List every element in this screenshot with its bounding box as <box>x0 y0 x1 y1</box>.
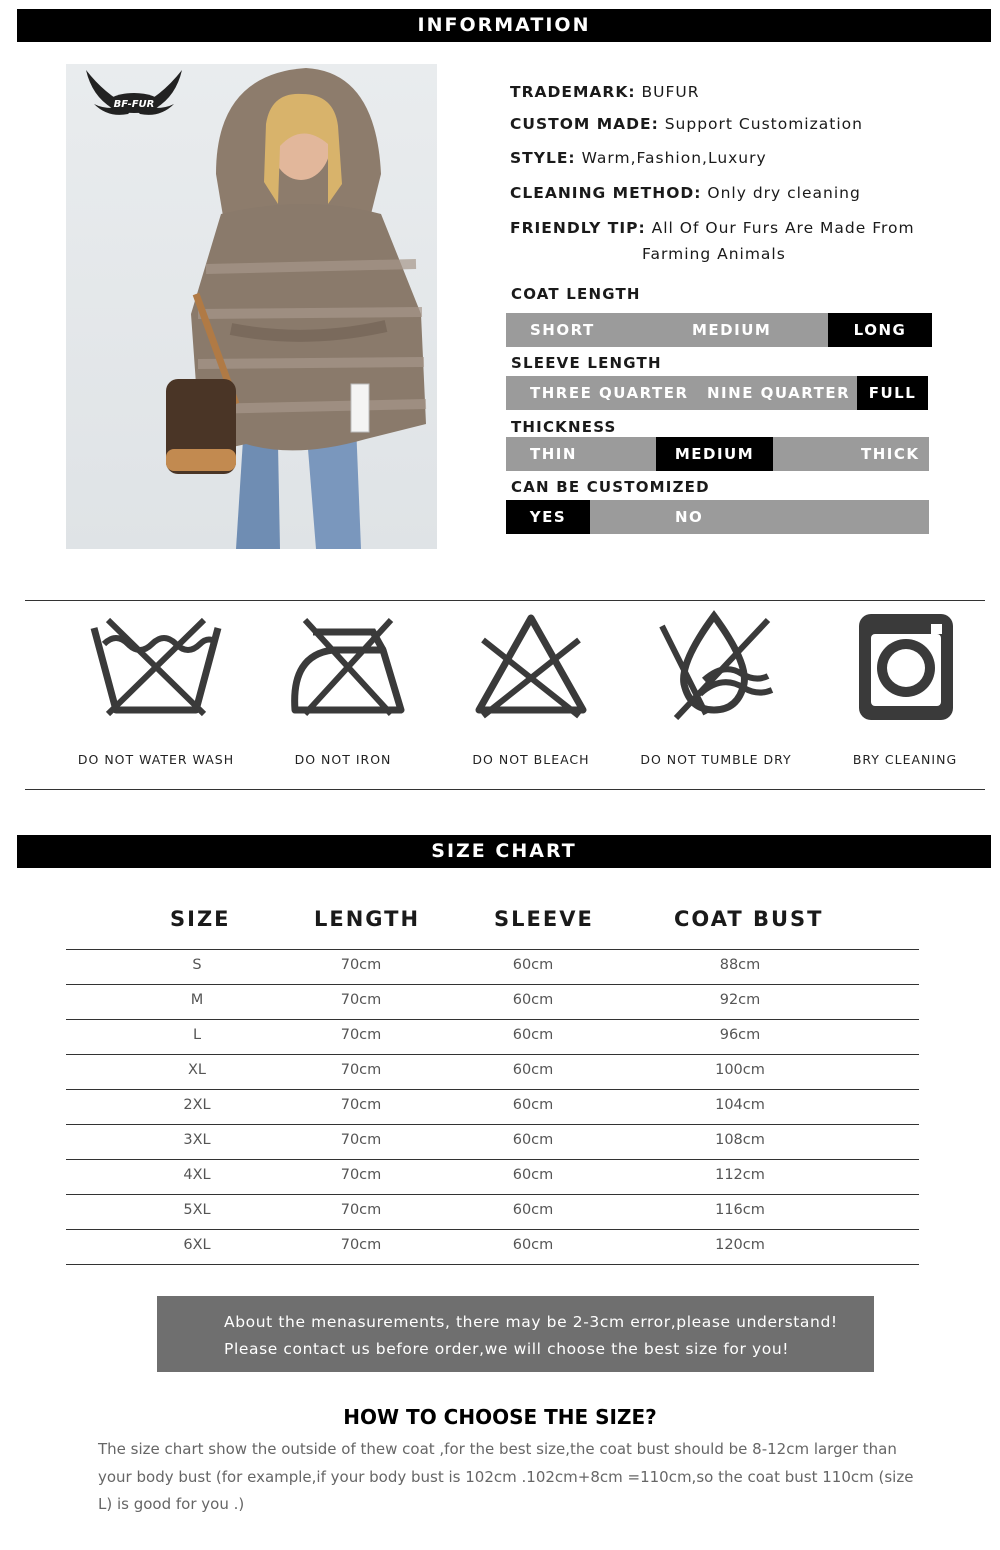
table-row <box>66 1230 919 1265</box>
option-yes-selected: YES <box>506 500 590 534</box>
note-line-2: Please contact us before order,we will choose the best size for you! <box>224 1340 790 1358</box>
care-label: DO NOT TUMBLE DRY <box>640 752 792 767</box>
cell-sleeve: 60cm <box>512 1202 554 1218</box>
cell-length: 70cm <box>340 1202 382 1218</box>
coat-length-selector <box>506 313 932 347</box>
divider <box>25 789 985 790</box>
cell-size: 3XL <box>183 1132 211 1148</box>
col-length: LENGTH <box>314 907 421 931</box>
coat-length-label: COAT LENGTH <box>511 285 641 303</box>
cell-length: 70cm <box>340 1097 382 1113</box>
care-label: DO NOT WATER WASH <box>77 752 235 767</box>
option-short: SHORT <box>530 321 595 339</box>
cell-size: XL <box>187 1062 207 1078</box>
info-value: Warm,Fashion,Luxury <box>581 149 767 167</box>
col-size: SIZE <box>170 907 231 931</box>
cell-size: 2XL <box>183 1097 211 1113</box>
info-value: Only dry cleaning <box>707 184 861 202</box>
option-no: NO <box>675 508 704 526</box>
size-chart-header: SIZE CHART <box>17 835 991 868</box>
cell-length: 70cm <box>340 1167 382 1183</box>
table-row <box>66 1160 919 1195</box>
sleeve-length-selector <box>506 376 928 410</box>
care-dry-cleaning <box>830 610 980 775</box>
information-header: INFORMATION <box>17 9 991 42</box>
cell-bust: 92cm <box>719 992 761 1008</box>
cell-sleeve: 60cm <box>512 1132 554 1148</box>
care-no-water-wash <box>72 610 240 775</box>
no-bleach-icon <box>461 610 601 720</box>
care-no-iron <box>262 610 424 775</box>
cell-sleeve: 60cm <box>512 1167 554 1183</box>
care-no-tumble-dry <box>632 610 800 775</box>
table-row <box>66 1125 919 1160</box>
option-nine-quarter: NINE QUARTER <box>707 384 851 402</box>
col-coat-bust: COAT BUST <box>674 907 824 931</box>
cell-size: S <box>192 957 202 973</box>
cell-bust: 104cm <box>715 1097 765 1113</box>
thickness-label: THICKNESS <box>511 418 617 436</box>
info-key: CUSTOM MADE: <box>510 115 659 133</box>
cell-size: M <box>190 992 204 1008</box>
logo-text: BF-FUR <box>113 99 155 110</box>
cell-length: 70cm <box>340 1132 382 1148</box>
care-label: DO NOT IRON <box>294 752 392 767</box>
cell-size: 4XL <box>183 1167 211 1183</box>
cell-length: 70cm <box>340 957 382 973</box>
thickness-selector <box>506 437 929 471</box>
customized-selector <box>506 500 929 534</box>
cell-size: L <box>192 1027 202 1043</box>
cell-bust: 96cm <box>719 1027 761 1043</box>
cell-sleeve: 60cm <box>512 1237 554 1253</box>
dry-cleaning-icon <box>835 610 975 720</box>
info-value: BUFUR <box>641 83 700 101</box>
option-medium-selected: MEDIUM <box>656 437 773 471</box>
cell-length: 70cm <box>340 1062 382 1078</box>
option-long-selected: LONG <box>828 313 932 347</box>
cell-bust: 116cm <box>715 1202 765 1218</box>
cell-bust: 120cm <box>715 1237 765 1253</box>
table-row <box>66 985 919 1020</box>
info-key: FRIENDLY TIP: <box>510 219 646 237</box>
option-thin: THIN <box>530 445 577 463</box>
care-no-bleach <box>450 610 612 775</box>
cell-bust: 100cm <box>715 1062 765 1078</box>
option-thick: THICK <box>861 445 920 463</box>
note-line-1: About the menasurements, there may be 2-3cm error,please understand! <box>224 1313 838 1331</box>
info-value: Support Customization <box>664 115 863 133</box>
divider <box>25 600 985 601</box>
care-label: BRY CLEANING <box>852 752 958 767</box>
cell-length: 70cm <box>340 1027 382 1043</box>
no-water-wash-icon <box>86 610 226 720</box>
table-row <box>66 1090 919 1125</box>
cell-sleeve: 60cm <box>512 1097 554 1113</box>
measurement-note <box>157 1296 874 1372</box>
info-value-line2: Farming Animals <box>642 245 786 263</box>
brand-logo-icon <box>82 68 186 124</box>
cell-sleeve: 60cm <box>512 1027 554 1043</box>
cell-length: 70cm <box>340 1237 382 1253</box>
table-row <box>66 1195 919 1230</box>
how-to-text: The size chart show the outside of thew coat ,for the best size,the coat bust should be 8-12cm larger than your body bust (for example,if your body bust is 102cm .102cm+8cm =110cm,so the coat bust 110cm (size L) is good for you .) <box>98 1440 914 1513</box>
option-full-selected: FULL <box>857 376 928 410</box>
cell-size: 6XL <box>183 1237 211 1253</box>
info-value: All Of Our Furs Are Made From <box>651 219 915 237</box>
table-row <box>66 1020 919 1055</box>
no-iron-icon <box>273 610 413 720</box>
info-key: TRADEMARK: <box>510 83 636 101</box>
cell-bust: 112cm <box>715 1167 765 1183</box>
option-medium: MEDIUM <box>692 321 772 339</box>
cell-bust: 108cm <box>715 1132 765 1148</box>
customized-label: CAN BE CUSTOMIZED <box>511 478 710 496</box>
care-label: DO NOT BLEACH <box>472 752 590 767</box>
info-key: STYLE: <box>510 149 576 167</box>
option-three-quarter: THREE QUARTER <box>530 384 689 402</box>
product-photo <box>66 64 437 549</box>
cell-bust: 88cm <box>719 957 761 973</box>
cell-length: 70cm <box>340 992 382 1008</box>
table-row <box>66 950 919 985</box>
cell-sleeve: 60cm <box>512 992 554 1008</box>
cell-sleeve: 60cm <box>512 957 554 973</box>
table-row <box>66 1055 919 1090</box>
info-key: CLEANING METHOD: <box>510 184 702 202</box>
col-sleeve: SLEEVE <box>494 907 594 931</box>
cell-sleeve: 60cm <box>512 1062 554 1078</box>
no-tumble-dry-icon <box>646 610 786 720</box>
how-to-title: HOW TO CHOOSE THE SIZE? <box>343 1405 657 1429</box>
sleeve-length-label: SLEEVE LENGTH <box>511 354 662 372</box>
cell-size: 5XL <box>183 1202 211 1218</box>
